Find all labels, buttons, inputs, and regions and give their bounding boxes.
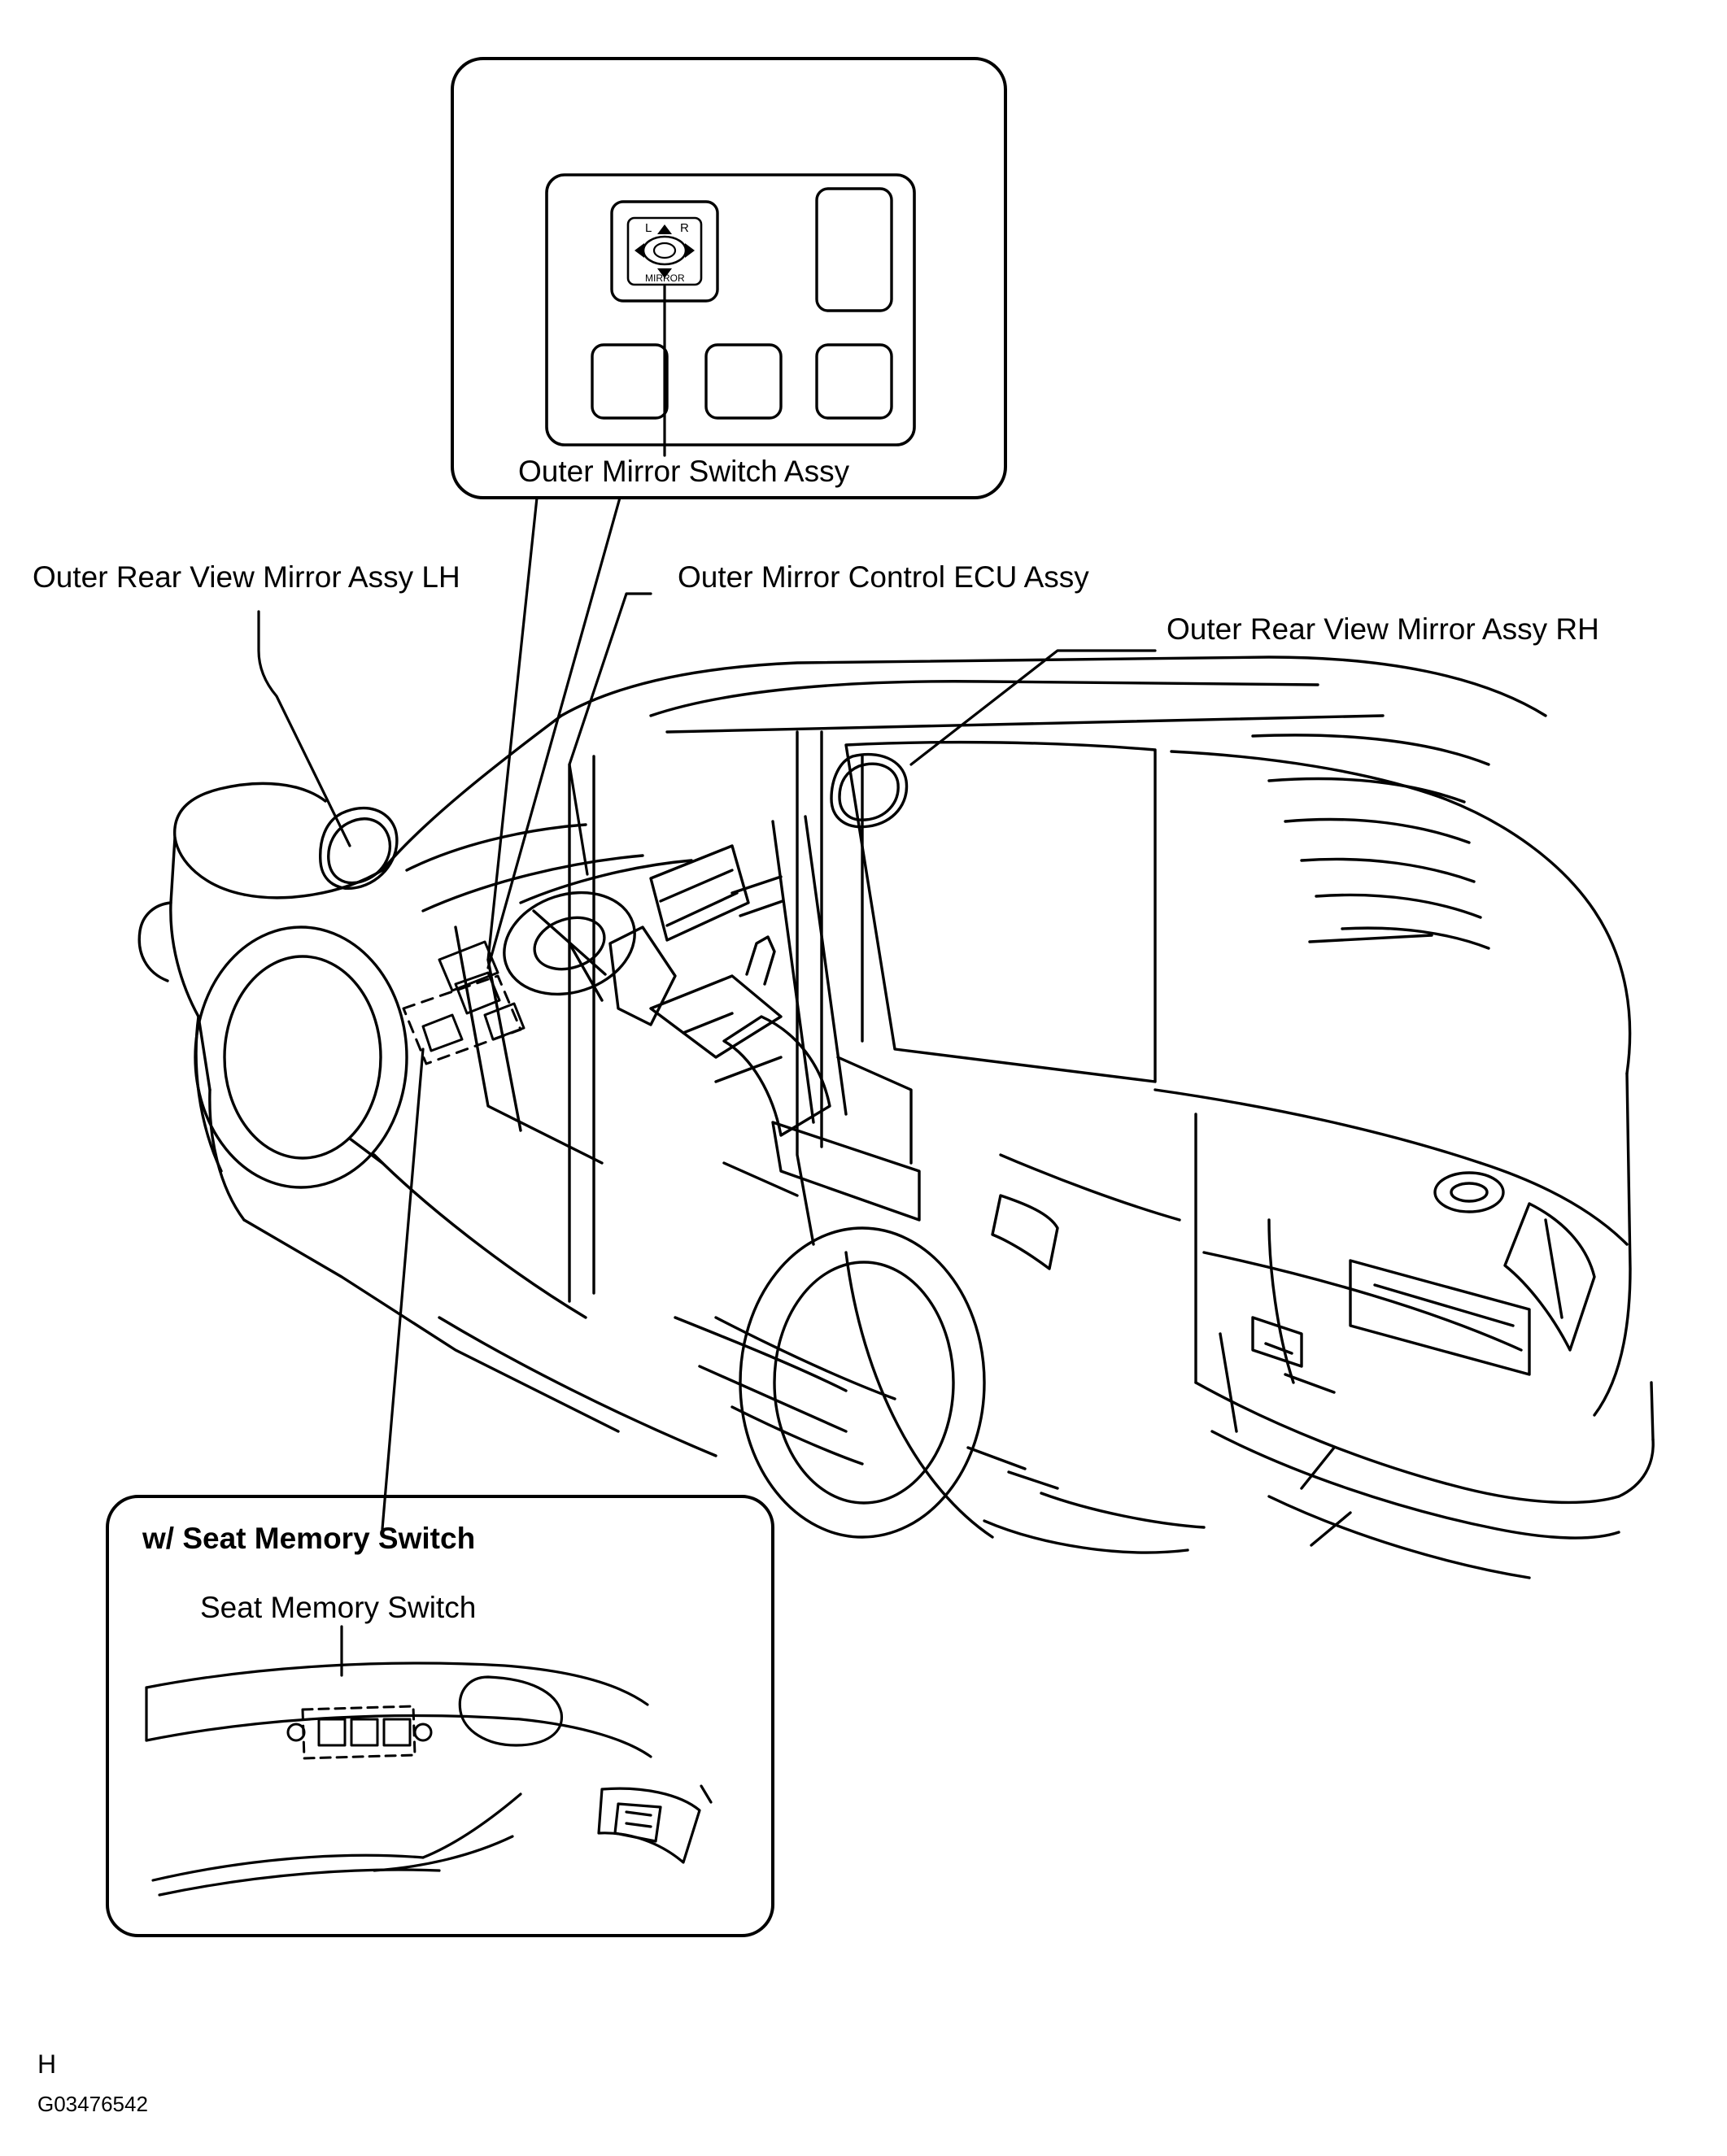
svg-text:MIRROR: MIRROR bbox=[645, 272, 685, 284]
callout-outer-mirror-control-ecu-assy: Outer Mirror Control ECU Assy bbox=[678, 560, 1089, 594]
callout-seat-memory-switch: Seat Memory Switch bbox=[200, 1591, 477, 1624]
outer-rear-view-mirror-lh bbox=[321, 808, 397, 889]
leader-lines-labels bbox=[259, 594, 1155, 1529]
outer-rear-view-mirror-rh bbox=[831, 755, 907, 827]
callout-w-seat-memory-switch: w/ Seat Memory Switch bbox=[142, 1522, 476, 1555]
svg-text:R: R bbox=[680, 221, 689, 235]
svg-text:L: L bbox=[645, 221, 652, 235]
inset-box-seat-memory bbox=[107, 1496, 773, 1936]
callout-outer-rear-view-mirror-assy-lh: Outer Rear View Mirror Assy LH bbox=[33, 560, 460, 594]
figure-code: G03476542 bbox=[37, 2092, 148, 2116]
revision-letter: H bbox=[37, 2049, 57, 2079]
inset-box-mirror-switch bbox=[452, 59, 1005, 498]
callout-outer-rear-view-mirror-assy-rh: Outer Rear View Mirror Assy RH bbox=[1167, 612, 1599, 646]
outer-mirror-control-ecu-location bbox=[403, 976, 521, 1064]
ecu-detail bbox=[423, 973, 524, 1051]
callout-outer-mirror-switch-assy: Outer Mirror Switch Assy bbox=[518, 455, 850, 488]
